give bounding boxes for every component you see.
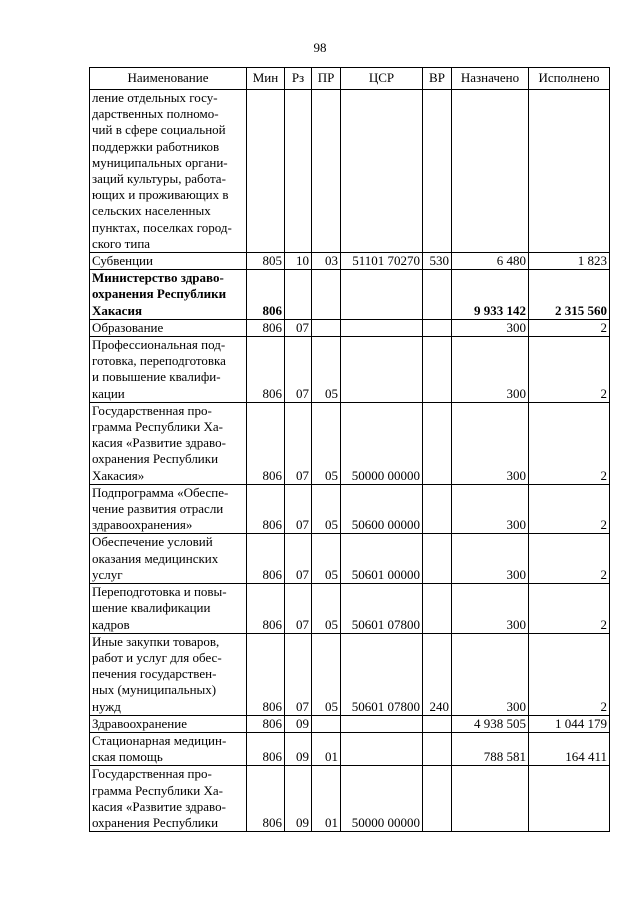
cell-assigned: 6 480 (452, 253, 529, 270)
cell-min: 806 (247, 337, 285, 403)
header-rz: Рз (285, 68, 312, 90)
cell-vr (423, 319, 452, 336)
cell-pr (312, 90, 341, 253)
cell-rz: 07 (285, 319, 312, 336)
cell-min: 805 (247, 253, 285, 270)
cell-min: 806 (247, 270, 285, 320)
table-row (90, 534, 610, 584)
cell-name: Субвенции (90, 253, 247, 270)
cell-executed: 2 (529, 534, 610, 584)
cell-name: ление отдельных госу- дарственных полномо- чий в сфере социальной поддержки работников муниципальных органи- заций культуры, работа- ющих и проживающих в сельских населенных пунктах, поселках город- ского типа (90, 90, 247, 253)
table-row (90, 253, 610, 270)
cell-vr (423, 337, 452, 403)
cell-executed (529, 766, 610, 832)
cell-pr (312, 319, 341, 336)
cell-csr: 50601 00000 (341, 534, 423, 584)
cell-rz: 07 (285, 402, 312, 484)
cell-name: Подпрограмма «Обеспе- чение развития отрасли здравоохранения» (90, 484, 247, 534)
cell-rz: 09 (285, 766, 312, 832)
cell-pr: 05 (312, 484, 341, 534)
header-csr: ЦСР (341, 68, 423, 90)
table-row (90, 584, 610, 634)
header-name: Наименование (90, 68, 247, 90)
cell-min: 806 (247, 484, 285, 534)
cell-rz: 07 (285, 337, 312, 403)
cell-vr (423, 484, 452, 534)
cell-vr (423, 732, 452, 765)
cell-csr (341, 732, 423, 765)
cell-min (247, 90, 285, 253)
cell-vr (423, 270, 452, 320)
cell-csr: 50000 00000 (341, 766, 423, 832)
table-row (90, 633, 610, 715)
cell-csr (341, 715, 423, 732)
cell-csr: 50000 00000 (341, 402, 423, 484)
cell-vr (423, 90, 452, 253)
cell-executed: 1 044 179 (529, 715, 610, 732)
cell-executed: 2 (529, 484, 610, 534)
cell-vr: 530 (423, 253, 452, 270)
table-header-row (90, 68, 610, 90)
header-min: Мин (247, 68, 285, 90)
table-row (90, 90, 610, 253)
cell-assigned: 9 933 142 (452, 270, 529, 320)
cell-executed: 2 (529, 337, 610, 403)
table-row (90, 337, 610, 403)
cell-name: Переподготовка и повы- шение квалификации кадров (90, 584, 247, 634)
cell-min: 806 (247, 633, 285, 715)
table-row (90, 270, 610, 320)
cell-min: 806 (247, 715, 285, 732)
cell-assigned: 300 (452, 319, 529, 336)
cell-rz: 09 (285, 715, 312, 732)
cell-csr: 50600 00000 (341, 484, 423, 534)
cell-min: 806 (247, 584, 285, 634)
table-body (90, 90, 610, 832)
cell-vr (423, 402, 452, 484)
cell-rz: 09 (285, 732, 312, 765)
cell-assigned: 300 (452, 584, 529, 634)
cell-csr (341, 90, 423, 253)
cell-min: 806 (247, 732, 285, 765)
header-pr: ПР (312, 68, 341, 90)
cell-min: 806 (247, 319, 285, 336)
cell-executed: 2 (529, 633, 610, 715)
table-row (90, 766, 610, 832)
cell-rz: 07 (285, 584, 312, 634)
cell-pr: 05 (312, 534, 341, 584)
cell-assigned: 4 938 505 (452, 715, 529, 732)
cell-rz (285, 270, 312, 320)
cell-pr: 05 (312, 402, 341, 484)
cell-vr: 240 (423, 633, 452, 715)
cell-executed: 1 823 (529, 253, 610, 270)
table-row (90, 732, 610, 765)
cell-pr (312, 715, 341, 732)
cell-name: Министерство здраво- охранения Республики Хакасия (90, 270, 247, 320)
header-vr: ВР (423, 68, 452, 90)
header-executed: Исполнено (529, 68, 610, 90)
cell-executed: 2 (529, 402, 610, 484)
cell-pr (312, 270, 341, 320)
cell-name: Профессиональная под- готовка, переподготовка и повышение квалифи- кации (90, 337, 247, 403)
cell-assigned (452, 90, 529, 253)
cell-name: Иные закупки товаров, работ и услуг для обес- печения государствен- ных (муниципальных) нужд (90, 633, 247, 715)
cell-executed: 2 (529, 584, 610, 634)
cell-assigned: 300 (452, 534, 529, 584)
cell-name: Здравоохранение (90, 715, 247, 732)
cell-assigned: 300 (452, 633, 529, 715)
cell-pr: 01 (312, 766, 341, 832)
cell-pr: 05 (312, 633, 341, 715)
cell-name: Образование (90, 319, 247, 336)
cell-pr: 05 (312, 337, 341, 403)
cell-assigned: 300 (452, 484, 529, 534)
cell-name: Обеспечение условий оказания медицинских услуг (90, 534, 247, 584)
cell-vr (423, 766, 452, 832)
table-row (90, 484, 610, 534)
cell-min: 806 (247, 534, 285, 584)
cell-rz: 07 (285, 633, 312, 715)
cell-assigned: 788 581 (452, 732, 529, 765)
cell-executed: 2 315 560 (529, 270, 610, 320)
header-assigned: Назначено (452, 68, 529, 90)
table-row (90, 715, 610, 732)
cell-csr: 51101 70270 (341, 253, 423, 270)
cell-assigned: 300 (452, 337, 529, 403)
cell-rz: 07 (285, 534, 312, 584)
cell-vr (423, 715, 452, 732)
cell-csr (341, 319, 423, 336)
cell-vr (423, 534, 452, 584)
cell-min: 806 (247, 766, 285, 832)
cell-csr (341, 270, 423, 320)
cell-name: Государственная про- грамма Республики Ха- касия «Развитие здраво- охранения Республики (90, 766, 247, 832)
table-row (90, 402, 610, 484)
cell-assigned (452, 766, 529, 832)
cell-vr (423, 584, 452, 634)
page-number: 98 (313, 40, 327, 55)
cell-name: Государственная про- грамма Республики Ха- касия «Развитие здраво- охранения Республики Хакасия» (90, 402, 247, 484)
cell-name: Стационарная медицин- ская помощь (90, 732, 247, 765)
cell-assigned: 300 (452, 402, 529, 484)
cell-executed: 164 411 (529, 732, 610, 765)
cell-pr: 01 (312, 732, 341, 765)
cell-pr: 05 (312, 584, 341, 634)
cell-rz: 10 (285, 253, 312, 270)
cell-min: 806 (247, 402, 285, 484)
cell-executed (529, 90, 610, 253)
budget-table (89, 67, 610, 832)
cell-rz: 07 (285, 484, 312, 534)
cell-rz (285, 90, 312, 253)
cell-csr: 50601 07800 (341, 584, 423, 634)
cell-executed: 2 (529, 319, 610, 336)
cell-csr (341, 337, 423, 403)
cell-pr: 03 (312, 253, 341, 270)
table-row (90, 319, 610, 336)
cell-csr: 50601 07800 (341, 633, 423, 715)
